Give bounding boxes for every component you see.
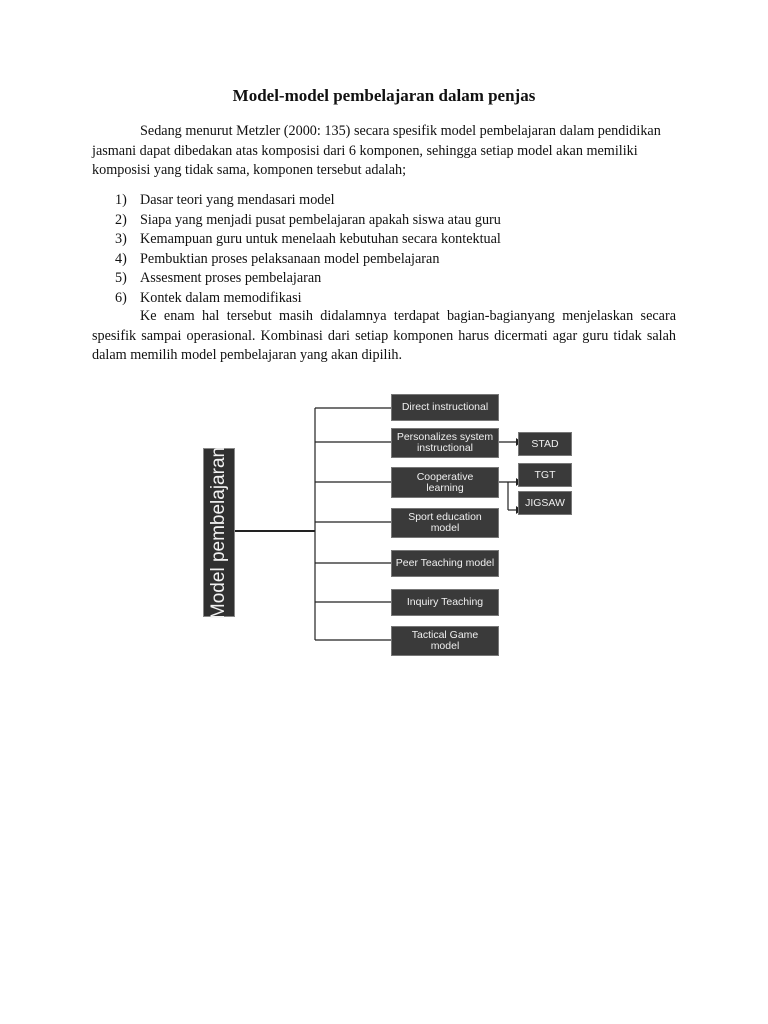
direct-instructional-box: Direct instructional xyxy=(391,394,499,421)
intro-paragraph-text: Sedang menurut Metzler (2000: 135) secara spesifik model pembelajaran dalam pendidikan jasmani dapat dibedakan atas komposisi dari 6 komponen, sehingga setiap model akan memiliki komposisi yang tidak sama, komponen tersebut adalah; xyxy=(92,123,661,178)
peer-teaching-box: Peer Teaching model xyxy=(391,550,499,577)
list-item: 4) Pembuktian proses pelaksanaan model pembelajaran xyxy=(115,250,440,267)
list-item: 5) Assesment proses pembelajaran xyxy=(115,270,322,286)
stad-box: STAD xyxy=(518,432,572,456)
model-pembelajaran-box xyxy=(203,448,235,617)
tgt-box: TGT xyxy=(518,463,572,487)
jigsaw-box: JIGSAW xyxy=(518,491,572,515)
list-item: 3) Kemampuan guru untuk menelaah kebutuhan secara kontektual xyxy=(115,231,501,247)
list-item: 1) Dasar teori yang mendasari model xyxy=(115,192,335,208)
tactical-game-box: Tactical Game model xyxy=(391,626,499,656)
list-item: 6) Kontek dalam memodifikasi xyxy=(115,289,302,306)
personalizes-system-box: Personalizes system instructional xyxy=(391,428,499,458)
intro-paragraph xyxy=(92,122,676,181)
sport-education-box: Sport education model xyxy=(391,508,499,538)
closing-paragraph xyxy=(92,307,676,366)
list-item: 2) Siapa yang menjadi pusat pembelajaran apakah siswa atau guru xyxy=(115,211,501,228)
inquiry-teaching-box: Inquiry Teaching xyxy=(391,589,499,616)
model-pembelajaran-label: Model pembelajaran xyxy=(208,446,229,619)
closing-paragraph-text: Ke enam hal tersebut masih didalamnya terdapat bagian-bagianyang menjelaskan secara spesifik sampai operasional. Kombinasi dari setiap komponen harus dicermati agar guru tidak salah dalam memilih model pembelajaran yang akan dipilih. xyxy=(92,308,676,363)
component-list xyxy=(92,191,676,308)
cooperative-learning-box: Cooperative learning xyxy=(391,467,499,498)
page-title: Model-model pembelajaran dalam penjas xyxy=(232,86,536,105)
